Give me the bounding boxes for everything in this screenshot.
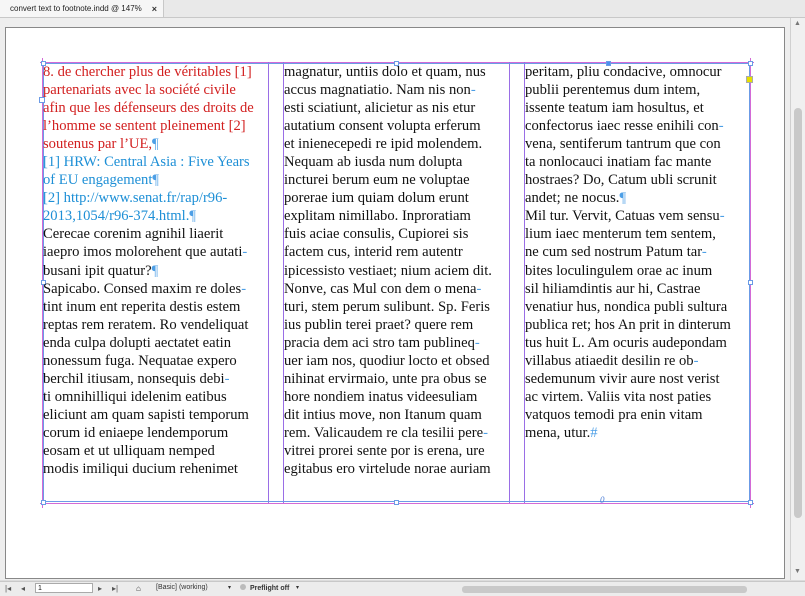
- document-tab[interactable]: [0, 0, 164, 17]
- text-run: enda culpa dolupti aectatet eatin: [43, 334, 232, 351]
- text-line: [284, 334, 492, 352]
- text-run: venatiur hus, nondica publi sultura: [525, 298, 728, 315]
- frame-handle-middle-right[interactable]: [748, 280, 753, 285]
- text-run: autatium consent volupta erferum: [284, 118, 481, 135]
- text-line: [525, 280, 731, 298]
- preflight-label: Preflight off: [250, 585, 290, 592]
- text-line: [43, 63, 254, 81]
- pilcrow-mark: ¶: [152, 172, 160, 189]
- text-line: [43, 99, 254, 117]
- open-page-icon[interactable]: ⌂: [136, 584, 141, 593]
- text-line: [525, 189, 731, 207]
- text-run: sil hiliamdintis aur hi, Castrae: [525, 280, 701, 297]
- text-column-3[interactable]: [525, 63, 731, 442]
- hyphen-mark: -: [719, 208, 725, 225]
- text-line: [43, 460, 254, 478]
- text-line: [284, 189, 492, 207]
- text-line: [43, 370, 254, 388]
- frame-handle-bottom-right[interactable]: [748, 500, 753, 505]
- prev-page-icon[interactable]: ◂: [21, 584, 26, 593]
- pilcrow-mark: ¶: [619, 190, 627, 207]
- text-line: [43, 280, 254, 298]
- text-run: nihinat ervirmaio, unte pra obus se: [284, 370, 487, 387]
- text-line: [525, 99, 731, 117]
- text-run: tint inum ent reperita destis estem: [43, 298, 241, 315]
- text-run: pracia dem aci stro tam publineq: [284, 334, 475, 351]
- text-run: eosam et ut ulliquam nemped: [43, 442, 215, 459]
- text-line: [284, 298, 492, 316]
- text-line: [284, 406, 492, 424]
- text-run: vitrei prorei sente por is erena, ure: [284, 442, 485, 459]
- text-column-2[interactable]: [284, 63, 492, 478]
- pilcrow-mark: #: [590, 424, 598, 441]
- scroll-down-icon[interactable]: ▼: [794, 568, 801, 575]
- text-line: [525, 370, 731, 388]
- text-run: factem cus, interid rem autentr: [284, 244, 463, 261]
- text-run: hostraes? Do, Catum ubli scrunit: [525, 172, 717, 189]
- text-line: [525, 225, 731, 243]
- text-run: ti omnihilliqui idelenim eatibus: [43, 388, 227, 405]
- text-run: [2] http://www.senat.fr/rap/r96-: [43, 190, 228, 207]
- text-run: esti sciatiunt, alicietur as nis etur: [284, 100, 476, 117]
- hyphen-mark: -: [483, 424, 488, 441]
- text-line: [284, 262, 492, 280]
- vertical-scroll-thumb[interactable]: [794, 108, 802, 518]
- text-line: [525, 424, 731, 442]
- text-line: [284, 316, 492, 334]
- overset-marker: 0: [600, 495, 605, 505]
- frame-handle-bottom-center[interactable]: [394, 500, 399, 505]
- text-line: [43, 316, 254, 334]
- text-run: l’homme se sentent pleinement [2]: [43, 118, 246, 135]
- scroll-up-icon[interactable]: ▲: [794, 20, 801, 27]
- page-number-field[interactable]: 1: [35, 583, 93, 593]
- text-run: egitabus ero virtelude norae auriam: [284, 461, 491, 478]
- status-bar: [0, 581, 805, 596]
- pilcrow-mark: ¶: [152, 136, 159, 153]
- text-column-1[interactable]: [43, 63, 254, 478]
- preflight-status[interactable]: [240, 584, 289, 592]
- text-line: [43, 225, 254, 243]
- text-line: [43, 424, 254, 442]
- text-line: [525, 153, 731, 171]
- text-line: [284, 243, 492, 261]
- text-run: fuis aciae consulis, Cupiorei sis: [284, 226, 469, 243]
- text-run: dit intius move, non Itanum quam: [284, 406, 482, 423]
- text-line: [43, 153, 254, 171]
- document-tab-title: convert text to footnote.indd @ 147%: [10, 4, 142, 13]
- text-run: vatquos temodi pra enin vitam: [525, 406, 703, 423]
- text-line: [525, 171, 731, 189]
- horizontal-scroll-thumb[interactable]: [462, 586, 747, 593]
- text-run: publica ret; hos An prit in dinterum: [525, 316, 731, 333]
- text-line: [284, 135, 492, 153]
- text-line: [284, 280, 492, 298]
- text-run: incturei berum eum ne voluptae: [284, 172, 470, 189]
- text-line: [43, 135, 254, 153]
- hyphen-mark: -: [701, 244, 707, 261]
- text-run: eliciunt am quam sapisti temporum: [43, 406, 249, 423]
- text-run: ta nonlocauci inatiam fac mante: [525, 154, 712, 171]
- text-line: [525, 352, 731, 370]
- text-run: ius publin terei praet? quere rem: [284, 316, 474, 333]
- text-line: [284, 117, 492, 135]
- preflight-dot-icon: [240, 584, 246, 590]
- text-run: Sapicabo. Consed maxim re doles: [43, 280, 242, 297]
- text-run: iaepro imos molorehent que autati: [43, 244, 243, 261]
- text-line: [43, 388, 254, 406]
- hyphen-mark: -: [241, 280, 247, 297]
- frame-handle-bottom-left[interactable]: [41, 500, 46, 505]
- text-run: hore nondiem inatus videesuliam: [284, 388, 478, 405]
- text-line: [525, 243, 731, 261]
- hyphen-mark: -: [242, 244, 248, 261]
- text-line: [43, 298, 254, 316]
- hyphen-mark: -: [693, 352, 699, 369]
- text-run: magnatur, untiis dolo et quam, nus: [284, 64, 486, 80]
- chevron-down-icon[interactable]: ▾: [228, 585, 232, 591]
- preflight-menu-icon[interactable]: ▾: [296, 585, 300, 591]
- text-line: [43, 171, 254, 189]
- text-run: reptas rem reratem. Ro vendeliquat: [43, 316, 249, 333]
- text-line: [284, 424, 492, 442]
- text-run: afin que les défenseurs des droits de: [43, 100, 254, 117]
- text-run: tus huit L. Am ocuris audepondam: [525, 334, 727, 351]
- text-run: accus magnatiatio. Nam nis non: [284, 82, 471, 99]
- last-page-icon[interactable]: ▸|: [112, 584, 119, 593]
- text-run: Cerecae corenim agnihil liaerit: [43, 226, 224, 243]
- text-line: [43, 352, 254, 370]
- hyphen-mark: -: [474, 334, 480, 351]
- text-line: [43, 442, 254, 460]
- text-line: [525, 316, 731, 334]
- text-run: issente teatum iam hosultus, et: [525, 100, 704, 117]
- text-run: of EU engagement: [43, 172, 153, 189]
- text-line: [525, 298, 731, 316]
- text-line: [284, 171, 492, 189]
- text-run: mena, utur.: [525, 424, 591, 441]
- first-page-icon[interactable]: |◂: [5, 584, 12, 593]
- text-run: sedemunum vivir aure nost verist: [525, 370, 720, 387]
- text-line: [284, 352, 492, 370]
- text-run: peritam, pliu condacive, omnocur: [525, 64, 722, 80]
- text-line: [284, 153, 492, 171]
- text-run: modis imiliqui ducium rehenimet: [43, 461, 238, 478]
- text-run: uer iam nos, quodiur locto et obsed: [284, 352, 490, 369]
- text-line: [284, 442, 492, 460]
- text-run: lium iaec menterum tem sentem,: [525, 226, 716, 243]
- text-line: [284, 63, 492, 81]
- vertical-scrollbar[interactable]: [790, 18, 805, 580]
- text-line: [525, 81, 731, 99]
- document-tab-bar: [0, 0, 805, 18]
- text-line: [43, 189, 254, 207]
- text-line: [525, 117, 731, 135]
- text-run: confectorus iaec resse enihili con: [525, 118, 719, 135]
- text-run: Mil tur. Vervit, Catuas vem sensu: [525, 208, 720, 225]
- text-run: rem. Valicaudem re cla tesilii pere: [284, 424, 484, 441]
- hyphen-mark: -: [718, 118, 724, 135]
- text-run: Nequam ab iusda num dolupta: [284, 154, 463, 171]
- text-run: porerae ium quiam dolum erunt: [284, 190, 469, 207]
- text-run: soutenus par l’UE,: [43, 136, 153, 153]
- text-run: vena, sentiferum tantrum que con: [525, 136, 721, 153]
- text-line: [525, 406, 731, 424]
- text-run: ac virtem. Valiis vita nost paties: [525, 388, 712, 405]
- hyphen-mark: -: [224, 370, 230, 387]
- text-run: ne cum sed nostrum Patum tar: [525, 244, 702, 261]
- text-line: [284, 370, 492, 388]
- text-line: [43, 117, 254, 135]
- text-line: [43, 207, 254, 225]
- frame-out-port[interactable]: [746, 76, 753, 83]
- text-line: [43, 406, 254, 424]
- text-line: [43, 262, 254, 280]
- text-line: [43, 243, 254, 261]
- text-run: villabus atiaedit desilin re ob: [525, 352, 694, 369]
- text-run: andet; ne nocus.: [525, 190, 620, 207]
- text-run: explitam nimillabo. Inproratiam: [284, 208, 471, 225]
- text-line: [43, 334, 254, 352]
- pilcrow-mark: ¶: [151, 262, 159, 279]
- text-line: [284, 460, 492, 478]
- frame-handle-top-right[interactable]: [748, 61, 753, 66]
- text-run: bites loculingulem orae ac inum: [525, 262, 713, 279]
- text-run: et inienecepedi re ipid molendem.: [284, 136, 483, 153]
- text-run: turi, stem perum sulibunt. Sp. Feris: [284, 298, 490, 315]
- text-run: busani ipit quatur?: [43, 262, 152, 279]
- text-line: [525, 262, 731, 280]
- text-run: 8. de chercher plus de véritables [1]: [43, 64, 252, 80]
- text-run: Nonve, cas Mul con dem o mena: [284, 280, 477, 297]
- hyphen-mark: -: [476, 280, 482, 297]
- text-run: ipicessisto vestiaet; nium aciem dit.: [284, 262, 492, 279]
- text-run: partenariats avec la société civile: [43, 82, 236, 99]
- hyphen-mark: -: [470, 82, 476, 99]
- pilcrow-mark: ¶: [189, 208, 196, 225]
- text-line: [284, 81, 492, 99]
- text-run: [1] HRW: Central Asia : Five Years: [43, 154, 250, 171]
- text-line: [525, 207, 731, 225]
- text-run: berchil itiusam, nonsequis debi: [43, 370, 225, 387]
- next-page-icon[interactable]: ▸: [98, 584, 103, 593]
- text-line: [284, 99, 492, 117]
- text-line: [284, 207, 492, 225]
- text-run: publii perentemus dum intem,: [525, 82, 701, 99]
- text-run: 2013,1054/r96-374.html.: [43, 208, 190, 225]
- text-line: [525, 334, 731, 352]
- style-status[interactable]: [Basic] (working): [156, 584, 208, 591]
- text-line: [525, 135, 731, 153]
- text-line: [525, 388, 731, 406]
- text-run: nonessum fuga. Nequatae expero: [43, 352, 237, 369]
- text-line: [525, 63, 731, 81]
- close-icon[interactable]: ×: [151, 3, 158, 14]
- text-run: corum id eniaepe lendemporum: [43, 424, 229, 441]
- text-line: [43, 81, 254, 99]
- text-line: [284, 388, 492, 406]
- text-line: [284, 225, 492, 243]
